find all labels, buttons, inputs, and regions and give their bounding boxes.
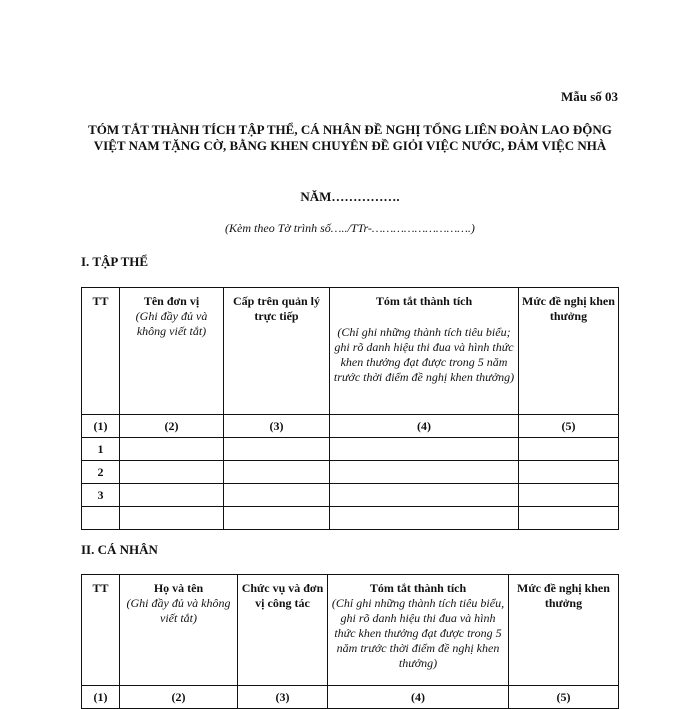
col-note: (Ghi đầy đủ và không viết tắt) bbox=[135, 309, 208, 338]
row-index bbox=[82, 507, 120, 530]
table-row bbox=[82, 438, 619, 461]
col-note: (Chỉ ghi những thành tích tiêu biểu, ghi rõ danh hiệu thi đua và hình thức khen thưởng đạt được trong 5 năm trước thời điểm đề nghị khen thưởng) bbox=[331, 596, 505, 670]
col-award-level bbox=[509, 575, 619, 686]
col-full-name bbox=[120, 575, 238, 686]
year-line: NĂM……………. bbox=[300, 189, 400, 204]
col-award-level bbox=[519, 288, 619, 415]
column-code: (5) bbox=[519, 415, 619, 438]
column-code: (2) bbox=[120, 686, 238, 709]
collective-table-header bbox=[82, 288, 619, 415]
col-tt bbox=[82, 288, 120, 415]
table-cell[interactable] bbox=[519, 507, 619, 530]
table-cell[interactable] bbox=[330, 461, 519, 484]
table-cell[interactable] bbox=[519, 438, 619, 461]
table-cell[interactable] bbox=[120, 438, 224, 461]
table-cell[interactable] bbox=[224, 438, 330, 461]
table-cell[interactable] bbox=[120, 484, 224, 507]
column-code: (3) bbox=[224, 415, 330, 438]
table-row bbox=[82, 484, 619, 507]
col-note: (Ghi đầy đủ và không viết tắt) bbox=[126, 596, 231, 625]
col-title: TT bbox=[92, 294, 109, 308]
col-title: Chức vụ và đơn vị công tác bbox=[241, 581, 324, 610]
individual-table-header bbox=[82, 575, 619, 686]
table-cell[interactable] bbox=[224, 507, 330, 530]
col-title: Cấp trên quản lý trực tiếp bbox=[232, 294, 321, 323]
section-collective-heading: I. TẬP THỂ bbox=[81, 254, 149, 269]
column-code: (1) bbox=[82, 686, 120, 709]
form-number: Mẫu số 03 bbox=[560, 89, 618, 104]
table-cell[interactable] bbox=[330, 438, 519, 461]
col-superior bbox=[224, 288, 330, 415]
col-note: (Chỉ ghi những thành tích tiêu biểu; ghi rõ danh hiệu thi đua và hình thức khen thưởng đạt được trong 5 năm trước thời điểm đề nghị khen thưởng) bbox=[333, 325, 515, 384]
attachment-note: (Kèm theo Tờ trình số…../TTr-……………………….) bbox=[225, 221, 475, 235]
table-cell[interactable] bbox=[224, 484, 330, 507]
table-cell[interactable] bbox=[519, 461, 619, 484]
col-achievements bbox=[330, 288, 519, 415]
column-code: (2) bbox=[120, 415, 224, 438]
table-row bbox=[82, 461, 619, 484]
section-individual-heading: II. CÁ NHÂN bbox=[81, 542, 158, 557]
column-code: (5) bbox=[509, 686, 619, 709]
col-unit-name bbox=[120, 288, 224, 415]
individual-table bbox=[81, 574, 619, 709]
row-index: 2 bbox=[82, 461, 120, 484]
col-title: Mức đề nghị khen thưởng bbox=[522, 294, 615, 323]
col-achievements bbox=[328, 575, 509, 686]
col-title: Tên đơn vị bbox=[143, 294, 200, 308]
col-position bbox=[238, 575, 328, 686]
col-title: Họ và tên bbox=[153, 581, 204, 595]
table-cell[interactable] bbox=[224, 461, 330, 484]
column-code: (4) bbox=[328, 686, 509, 709]
col-title: Tóm tắt thành tích bbox=[369, 581, 467, 595]
column-code: (4) bbox=[330, 415, 519, 438]
column-code: (3) bbox=[238, 686, 328, 709]
table-cell[interactable] bbox=[120, 507, 224, 530]
collective-table bbox=[81, 287, 619, 530]
table-cell[interactable] bbox=[519, 484, 619, 507]
row-index: 3 bbox=[82, 484, 120, 507]
table-cell[interactable] bbox=[330, 484, 519, 507]
col-tt bbox=[82, 575, 120, 686]
table-cell[interactable] bbox=[330, 507, 519, 530]
table-row bbox=[82, 507, 619, 530]
column-codes-row bbox=[82, 686, 619, 709]
row-index: 1 bbox=[82, 438, 120, 461]
document-title: TÓM TẮT THÀNH TÍCH TẬP THỂ, CÁ NHÂN ĐỀ NGHỊ TỔNG LIÊN ĐOÀN LAO ĐỘNG VIỆT NAM TẶNG CỜ, BẰNG KHEN CHUYÊN ĐỀ GIỎI VIỆC NƯỚC, ĐẢM VIỆC NHÀ bbox=[88, 122, 612, 153]
column-code: (1) bbox=[82, 415, 120, 438]
col-title: Tóm tắt thành tích bbox=[375, 294, 473, 308]
column-codes-row bbox=[82, 415, 619, 438]
table-cell[interactable] bbox=[120, 461, 224, 484]
col-title: Mức đề nghị khen thưởng bbox=[517, 581, 610, 610]
col-title: TT bbox=[92, 581, 109, 595]
